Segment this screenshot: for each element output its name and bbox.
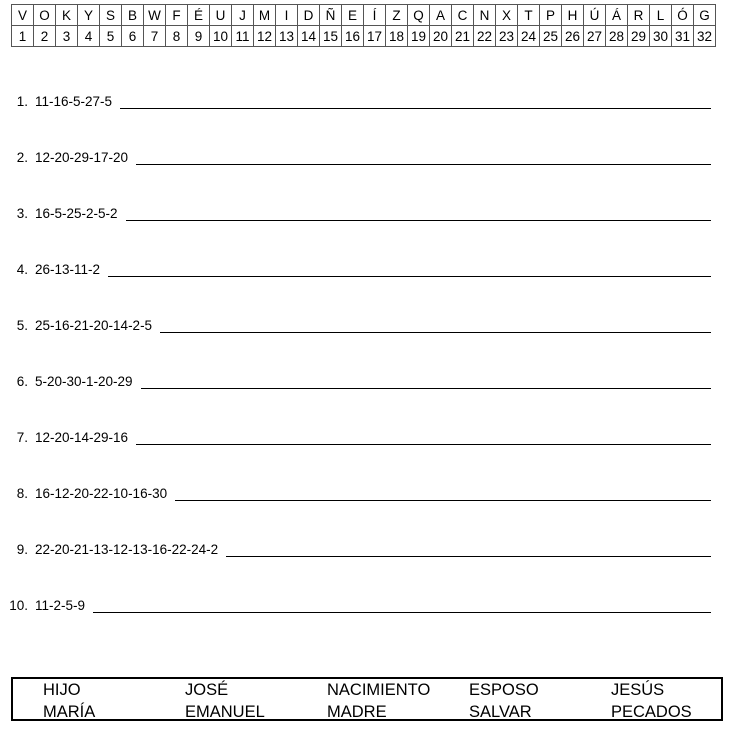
exercise-row (0, 590, 732, 614)
answer-line[interactable] (160, 331, 711, 333)
cipher-number-cell: 10 (210, 26, 232, 47)
exercise-row (0, 366, 732, 390)
word-bank-item: SALVAR (469, 703, 532, 721)
answer-line[interactable] (120, 107, 711, 109)
word-bank-item: ESPOSO (469, 681, 539, 699)
cipher-number-cell: 26 (562, 26, 584, 47)
cipher-number-cell: 18 (386, 26, 408, 47)
cipher-letter-cell: S (100, 5, 122, 26)
exercise-number: 8. (16, 486, 28, 501)
answer-line[interactable] (136, 443, 711, 445)
cipher-number-cell: 7 (144, 26, 166, 47)
cipher-letter-cell: U (210, 5, 232, 26)
word-bank (11, 677, 723, 721)
cipher-letter-cell: A (430, 5, 452, 26)
cipher-number-cell: 29 (628, 26, 650, 47)
exercise-row (0, 310, 732, 334)
cipher-letter-cell: K (56, 5, 78, 26)
cipher-number-cell: 3 (56, 26, 78, 47)
exercise-row (0, 198, 732, 222)
cipher-letter-cell: R (628, 5, 650, 26)
answer-line[interactable] (226, 555, 711, 557)
exercise-code: 25-16-21-20-14-2-5 (35, 318, 153, 333)
cipher-letter-cell: C (452, 5, 474, 26)
cipher-number-cell: 6 (122, 26, 144, 47)
cipher-number-cell: 19 (408, 26, 430, 47)
cipher-number-cell: 15 (320, 26, 342, 47)
word-bank-item: MADRE (327, 703, 387, 721)
cipher-number-cell: 30 (650, 26, 672, 47)
cipher-letter-cell: M (254, 5, 276, 26)
cipher-letter-cell: B (122, 5, 144, 26)
answer-line[interactable] (136, 163, 711, 165)
cipher-number-cell: 13 (276, 26, 298, 47)
cipher-number-cell: 25 (540, 26, 562, 47)
cipher-letter-cell: Ñ (320, 5, 342, 26)
answer-line[interactable] (93, 611, 711, 613)
cipher-number-cell: 11 (232, 26, 254, 47)
cipher-number-cell: 5 (100, 26, 122, 47)
cipher-letter-cell: H (562, 5, 584, 26)
exercise-number: 1. (16, 94, 28, 109)
cipher-letter-cell: G (694, 5, 716, 26)
word-bank-item: JOSÉ (185, 681, 229, 699)
exercise-number: 7. (16, 430, 28, 445)
cipher-letter-cell: J (232, 5, 254, 26)
exercise-code: 5-20-30-1-20-29 (35, 374, 133, 389)
cipher-letter-cell: Ú (584, 5, 606, 26)
word-bank-item: PECADOS (611, 703, 692, 721)
cipher-number-cell: 20 (430, 26, 452, 47)
cipher-number-cell: 32 (694, 26, 716, 47)
cipher-number-cell: 27 (584, 26, 606, 47)
cipher-number-cell: 24 (518, 26, 540, 47)
exercise-number: 5. (16, 318, 28, 333)
cipher-number-cell: 22 (474, 26, 496, 47)
cipher-number-cell: 28 (606, 26, 628, 47)
word-bank-item: HIJO (43, 681, 81, 699)
exercise-row (0, 254, 732, 278)
answer-line[interactable] (108, 275, 711, 277)
cipher-number-cell: 1 (12, 26, 34, 47)
cipher-letter-cell: N (474, 5, 496, 26)
cipher-number-cell: 8 (166, 26, 188, 47)
cipher-letter-cell: Y (78, 5, 100, 26)
cipher-letter-cell: Í (364, 5, 386, 26)
exercise-number: 4. (16, 262, 28, 277)
exercise-number: 6. (16, 374, 28, 389)
cipher-letter-cell: Ó (672, 5, 694, 26)
exercise-row (0, 478, 732, 502)
exercise-code: 22-20-21-13-12-13-16-22-24-2 (35, 542, 219, 557)
exercise-code: 26-13-11-2 (35, 262, 101, 277)
exercise-code: 16-5-25-2-5-2 (35, 206, 118, 221)
cipher-number-cell: 17 (364, 26, 386, 47)
exercise-number: 2. (16, 150, 28, 165)
cipher-letter-cell: L (650, 5, 672, 26)
cipher-letter-cell: E (342, 5, 364, 26)
cipher-number-cell: 14 (298, 26, 320, 47)
answer-line[interactable] (175, 499, 711, 501)
cipher-letter-cell: P (540, 5, 562, 26)
cipher-letter-cell: F (166, 5, 188, 26)
exercise-code: 11-2-5-9 (35, 598, 86, 613)
cipher-letter-cell: É (188, 5, 210, 26)
cipher-number-cell: 12 (254, 26, 276, 47)
cipher-number-cell: 23 (496, 26, 518, 47)
exercise-number: 9. (16, 542, 28, 557)
exercise-row (0, 86, 732, 110)
cipher-letter-cell: I (276, 5, 298, 26)
cipher-number-cell: 16 (342, 26, 364, 47)
exercise-row (0, 422, 732, 446)
exercise-code: 12-20-29-17-20 (35, 150, 129, 165)
exercise-code: 16-12-20-22-10-16-30 (35, 486, 168, 501)
word-bank-item: MARÍA (43, 703, 96, 721)
exercise-code: 11-16-5-27-5 (35, 94, 113, 109)
cipher-letter-cell: W (144, 5, 166, 26)
cipher-number-cell: 9 (188, 26, 210, 47)
cipher-letter-cell: Q (408, 5, 430, 26)
cipher-letter-cell: O (34, 5, 56, 26)
exercise-number: 10. (9, 598, 28, 613)
cipher-letter-cell: D (298, 5, 320, 26)
exercise-row (0, 142, 732, 166)
cipher-number-cell: 31 (672, 26, 694, 47)
answer-line[interactable] (126, 219, 711, 221)
cipher-letter-cell: V (12, 5, 34, 26)
cipher-number-cell: 4 (78, 26, 100, 47)
cipher-letter-cell: X (496, 5, 518, 26)
word-bank-item: NACIMIENTO (327, 681, 431, 699)
exercise-code: 12-20-14-29-16 (35, 430, 129, 445)
answer-line[interactable] (141, 387, 711, 389)
cipher-number-cell: 21 (452, 26, 474, 47)
cipher-letter-cell: T (518, 5, 540, 26)
cipher-letter-cell: Á (606, 5, 628, 26)
word-bank-item: EMANUEL (185, 703, 265, 721)
cipher-letter-cell: Z (386, 5, 408, 26)
word-bank-item: JESÚS (611, 681, 665, 699)
exercise-row (0, 534, 732, 558)
exercise-number: 3. (16, 206, 28, 221)
cipher-number-cell: 2 (34, 26, 56, 47)
